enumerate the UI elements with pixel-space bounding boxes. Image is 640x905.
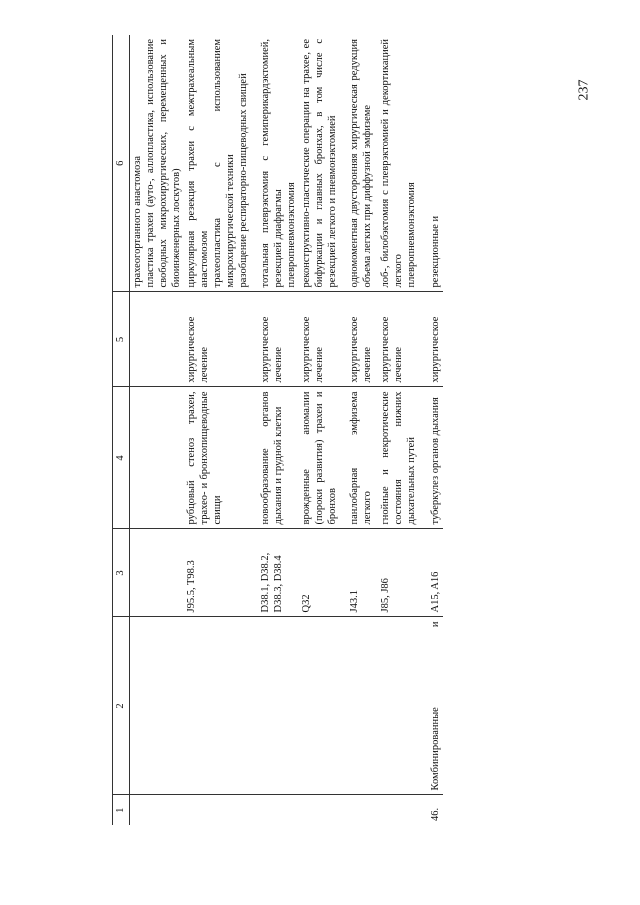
column-header: 1	[113, 795, 130, 825]
column-header: 5	[113, 292, 130, 387]
table-row	[419, 35, 443, 825]
diagnosis-cell: туберкулез органов дыхания	[419, 387, 443, 529]
table-row	[375, 35, 419, 825]
methods-cell	[130, 35, 185, 292]
name-cell	[299, 617, 340, 795]
header-row	[113, 35, 130, 825]
methods-cell	[340, 35, 375, 292]
methods-cell	[299, 35, 340, 292]
diagnosis-cell: рубцовый стеноз трахеи, трахео- и бронхопищеводные свищи	[184, 387, 251, 529]
methods-cell	[419, 35, 443, 292]
column-header: 4	[113, 387, 130, 529]
treatment-cell: хирургическое лечение	[184, 292, 251, 387]
row-number-cell	[299, 795, 340, 825]
row-number-cell	[340, 795, 375, 825]
column-header: 2	[113, 617, 130, 795]
method-item: одномоментная двусторонняя хирургическая редукция объема легких при диффузной эмфиземе	[349, 39, 373, 288]
treatment-cell	[130, 292, 185, 387]
methods-cell	[375, 35, 419, 292]
treatment-cell: хирургическое лечение	[299, 292, 340, 387]
page-number: 237	[576, 79, 592, 101]
treatment-cell: хирургическое лечение	[375, 292, 419, 387]
treatment-cell: хирургическое лечение	[251, 292, 299, 387]
diagnosis-cell: врожденные аномалии (пороки развития) трахеи и бронхов	[299, 387, 340, 529]
method-item: реконструктивно-пластические операции на трахее, ее бифуркации и главных бронхах, в том числе с резекцией легкого и пневмонэктомией	[301, 39, 338, 288]
methods-cell	[184, 35, 251, 292]
table-row	[299, 35, 340, 825]
method-item: пластика трахеи (ауто-, аллопластика, использование свободных микрохирургических, перемещенных и биоинженерных лоскутов)	[145, 39, 182, 288]
name-cell	[251, 617, 299, 795]
icd-code-cell: J43.1	[340, 529, 375, 617]
diagnosis-cell: гнойные и некротические состояния нижних дыхательных путей	[375, 387, 419, 529]
row-number-cell: 46.	[430, 807, 441, 821]
method-item: лоб-, билобэктомия с плеврэктомией и декортикацией легкого	[380, 39, 404, 288]
table-row	[184, 35, 251, 825]
procedures-table	[112, 35, 443, 825]
name-cell	[184, 617, 251, 795]
treatment-cell: хирургическое	[419, 292, 443, 387]
row-number-cell	[251, 795, 299, 825]
method-item: циркулярная резекция трахеи с межтрахеальным анастомозом	[186, 39, 210, 288]
table-row	[251, 35, 299, 825]
row-number-cell	[130, 795, 185, 825]
method-item: разобщение респираторно-пищеводных свищей	[238, 73, 249, 288]
table-row	[340, 35, 375, 825]
diagnosis-cell: новообразование органов дыхания и грудной клетки	[251, 387, 299, 529]
method-item: тотальная плеврэктомия с гемиперикардэктомией, резекцией диафрагмы	[260, 39, 284, 288]
icd-code-cell	[130, 529, 185, 617]
method-item: трахеогортанного анастомоза	[132, 155, 143, 288]
icd-code-cell: A15, A16	[419, 529, 443, 617]
treatment-cell: хирургическое лечение	[340, 292, 375, 387]
method-item: плевропневмонэктомия	[286, 182, 297, 288]
row-number-cell	[184, 795, 251, 825]
methods-cell	[251, 35, 299, 292]
diagnosis-cell	[130, 387, 185, 529]
icd-code-cell: Q32	[299, 529, 340, 617]
row-number-cell	[375, 795, 419, 825]
diagnosis-cell: панлобарная эмфизема легкого	[340, 387, 375, 529]
name-cell	[130, 617, 185, 795]
method-item: плевропневмонэктомия	[406, 182, 417, 288]
method-item: резекционные и	[430, 215, 441, 288]
icd-code-cell: J85, J86	[375, 529, 419, 617]
name-cell: Комбинированные и	[419, 617, 443, 795]
column-header: 6	[113, 35, 130, 292]
table-row	[130, 35, 185, 825]
icd-code-cell: D38.1, D38.2, D38.3, D38.4	[251, 529, 299, 617]
name-cell	[375, 617, 419, 795]
icd-code-cell: J95.5, T98.3	[184, 529, 251, 617]
method-item: трахеопластика с использованием микрохирургической техники	[212, 39, 236, 288]
column-header: 3	[113, 529, 130, 617]
name-cell	[340, 617, 375, 795]
